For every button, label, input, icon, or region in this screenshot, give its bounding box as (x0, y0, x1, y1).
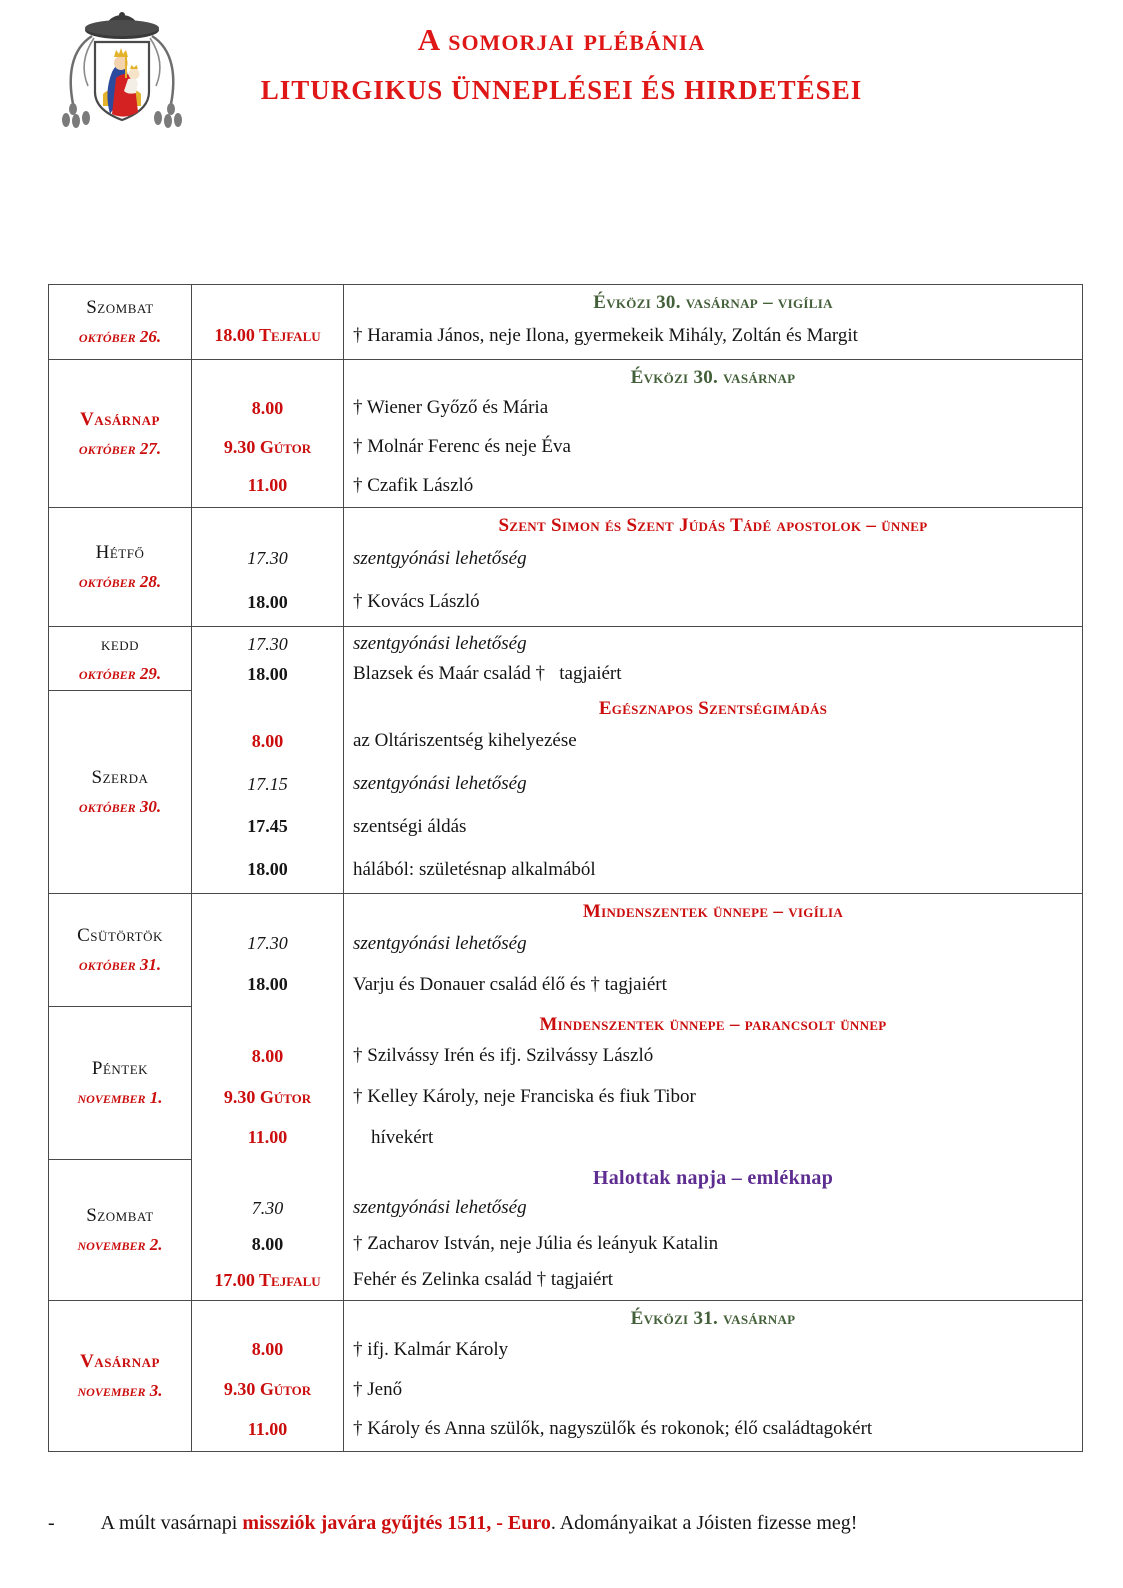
row-content (192, 508, 1082, 626)
mass-intention: † Szilvássy Irén és ifj. Szilvássy László (353, 1045, 654, 1067)
table-row (49, 360, 1082, 508)
schedule-entry (192, 720, 1082, 763)
row-content (192, 1301, 1082, 1451)
row-content (192, 285, 1082, 359)
day-name: Szombat (86, 1205, 154, 1226)
day-name: Szerda (91, 767, 149, 788)
schedule-entry (192, 629, 1082, 659)
mass-time: 17.30 (247, 548, 288, 569)
day-cell (49, 691, 192, 893)
table-row (49, 1160, 1082, 1301)
mass-time: 17.00 Tejfalu (214, 1269, 321, 1290)
mass-intention: szentgyónási lehetőség (353, 547, 527, 569)
day-date: november 2. (77, 1235, 163, 1254)
day-name: Vasárnap (80, 408, 160, 430)
mass-intention: † Zacharov István, neje Júlia és leányuk Katalin (353, 1233, 719, 1254)
schedule-entry (192, 1226, 1082, 1262)
mass-intention: † Jenő (353, 1378, 403, 1400)
mass-time: 8.00 (251, 1233, 284, 1254)
collection-amount-highlight: missziók javára gyűjtés 1511, - Euro (242, 1512, 551, 1534)
schedule-entry (192, 1036, 1082, 1077)
footer-note (48, 1512, 1078, 1535)
schedule-entry (192, 389, 1082, 428)
schedule-entry (192, 763, 1082, 806)
feast-header: Halottak napja – emléknap (592, 1167, 834, 1189)
day-cell (49, 360, 192, 507)
schedule-entry (192, 1190, 1082, 1226)
schedule-entry (192, 1077, 1082, 1118)
schedule-entry (192, 964, 1082, 1005)
mass-intention: † Haramia János, neje Ilona, gyermekeik Mihály, Zoltán és Margit (353, 324, 858, 346)
crest-tassels-right (154, 103, 182, 128)
mass-intention: hívekért (371, 1126, 434, 1148)
mass-intention: szentgyónási lehetőség (353, 1197, 527, 1218)
mass-time: 9.30 Gútor (223, 1086, 312, 1107)
schedule-entry (192, 1117, 1082, 1158)
mass-time: 8.00 (251, 1045, 284, 1066)
table-row (49, 1007, 1082, 1160)
schedule-entry (192, 1330, 1082, 1370)
schedule-entry (192, 806, 1082, 849)
day-cell (49, 1301, 192, 1451)
title-line-2: LITURGIKUS ÜNNEPLÉSEI ÉS HIRDETÉSEI (260, 75, 863, 105)
table-row (49, 1301, 1082, 1451)
mass-time: 17.15 (247, 773, 288, 794)
day-date: november 3. (77, 1381, 163, 1400)
mass-intention: szentgyónási lehetőség (353, 633, 527, 654)
mass-time: 18.00 (247, 663, 288, 684)
feast-header: Szent Simon és Szent Júdás Tádé apostolok – ünnep (498, 515, 928, 536)
title-line-1: A somorjai plébánia (417, 22, 706, 57)
footer-text-before: A múlt vasárnapi (100, 1512, 243, 1534)
mass-time: 18.00 Tejfalu (214, 325, 321, 345)
footer-text (101, 1512, 858, 1535)
mass-intention: Blazsek és Maár család † tagjaiért (353, 663, 622, 684)
row-content (192, 360, 1082, 507)
mass-time: 18.00 (247, 591, 288, 612)
schedule-entry (192, 923, 1082, 964)
day-date: október 27. (78, 438, 162, 458)
mass-time: 8.00 (251, 730, 284, 751)
schedule-table (48, 284, 1083, 1452)
row-content (192, 691, 1082, 893)
mass-intention: † Czafik László (353, 474, 474, 496)
feast-header: Évközi 31. vasárnap (630, 1308, 796, 1329)
schedule-entry (192, 1409, 1082, 1449)
mass-time: 7.30 (251, 1197, 284, 1218)
mass-time: 11.00 (247, 1418, 288, 1439)
row-content (192, 627, 1082, 691)
day-name: Vasárnap (80, 1351, 160, 1372)
mass-intention: † Wiener Győző és Mária (353, 397, 549, 419)
schedule-entry (192, 659, 1082, 689)
mass-intention: szentségi áldás (353, 815, 467, 837)
day-cell (49, 1160, 192, 1300)
day-date: október 26. (78, 327, 162, 346)
day-name: Szombat (86, 297, 154, 318)
schedule-entry (192, 314, 1082, 357)
day-name: Csütörtök (77, 925, 163, 946)
feast-header: Évközi 30. vasárnap – vigília (593, 292, 833, 313)
mass-intention: hálából: születésnap alkalmából (353, 858, 596, 880)
mass-intention: † ifj. Kalmár Károly (353, 1338, 509, 1360)
mass-intention: szentgyónási lehetőség (353, 773, 527, 795)
mass-time: 11.00 (247, 475, 288, 496)
day-cell (49, 627, 192, 691)
schedule-entry (192, 466, 1082, 505)
footer-bullet: - (48, 1512, 55, 1534)
day-name: kedd (100, 633, 140, 655)
mass-intention: szentgyónási lehetőség (353, 932, 527, 954)
table-row (49, 508, 1082, 627)
day-date: október 31. (78, 955, 162, 974)
schedule-entry (192, 1370, 1082, 1410)
mass-intention: † Kovács László (353, 591, 480, 613)
mass-time: 8.00 (251, 397, 284, 418)
day-date: október 30. (78, 797, 162, 816)
page-title (0, 22, 1123, 106)
mass-time: 11.00 (247, 1127, 288, 1148)
day-date: október 29. (78, 663, 162, 683)
feast-header: Mindenszentek ünnepe – parancsolt ünnep (539, 1014, 887, 1035)
mass-intention: † Károly és Anna szülők, nagyszülők és rokonok; élő családtagokért (353, 1418, 873, 1440)
day-cell (49, 1007, 192, 1160)
day-cell (49, 508, 192, 626)
mass-time: 17.30 (247, 633, 288, 654)
feast-header: Mindenszentek ünnepe – vigília (582, 901, 844, 922)
mass-time: 8.00 (251, 1339, 284, 1360)
mass-time: 17.30 (247, 933, 288, 953)
mass-time: 17.45 (247, 816, 288, 837)
schedule-entry (192, 1262, 1082, 1298)
mass-time: 9.30 Gútor (223, 436, 312, 457)
table-row (49, 894, 1082, 1007)
table-row (49, 627, 1082, 691)
mass-time: 18.00 (247, 859, 288, 880)
mass-intention: † Molnár Ferenc és neje Éva (353, 436, 571, 457)
row-content (192, 894, 1082, 1007)
feast-header: Évközi 30. vasárnap (630, 367, 796, 388)
mass-time: 18.00 (247, 974, 288, 994)
mass-intention: Varju és Donauer család élő és † tagjaiért (353, 973, 667, 995)
schedule-entry (192, 428, 1082, 467)
day-cell (49, 894, 192, 1007)
day-date: november 1. (77, 1088, 163, 1107)
schedule-entry (192, 537, 1082, 581)
day-cell (49, 285, 192, 359)
row-content (192, 1160, 1082, 1300)
row-content (192, 1007, 1082, 1160)
schedule-entry (192, 581, 1082, 625)
table-row (49, 285, 1082, 360)
schedule-entry (192, 848, 1082, 891)
table-row (49, 691, 1082, 894)
day-name: Hétfő (95, 542, 145, 563)
crest-tassels-left (62, 103, 90, 128)
mass-intention: † Kelley Károly, neje Franciska és fiuk Tibor (353, 1086, 696, 1107)
feast-header: Egésznapos Szentségimádás (598, 698, 828, 719)
mass-intention: az Oltáriszentség kihelyezése (353, 730, 577, 752)
footer-text-after: . Adományaikat a Jóisten fizesse meg! (550, 1512, 858, 1534)
day-date: október 28. (78, 572, 162, 591)
day-name: Péntek (91, 1058, 149, 1079)
mass-intention: Fehér és Zelinka család † tagjaiért (353, 1269, 614, 1290)
mass-time: 9.30 Gútor (223, 1379, 312, 1399)
